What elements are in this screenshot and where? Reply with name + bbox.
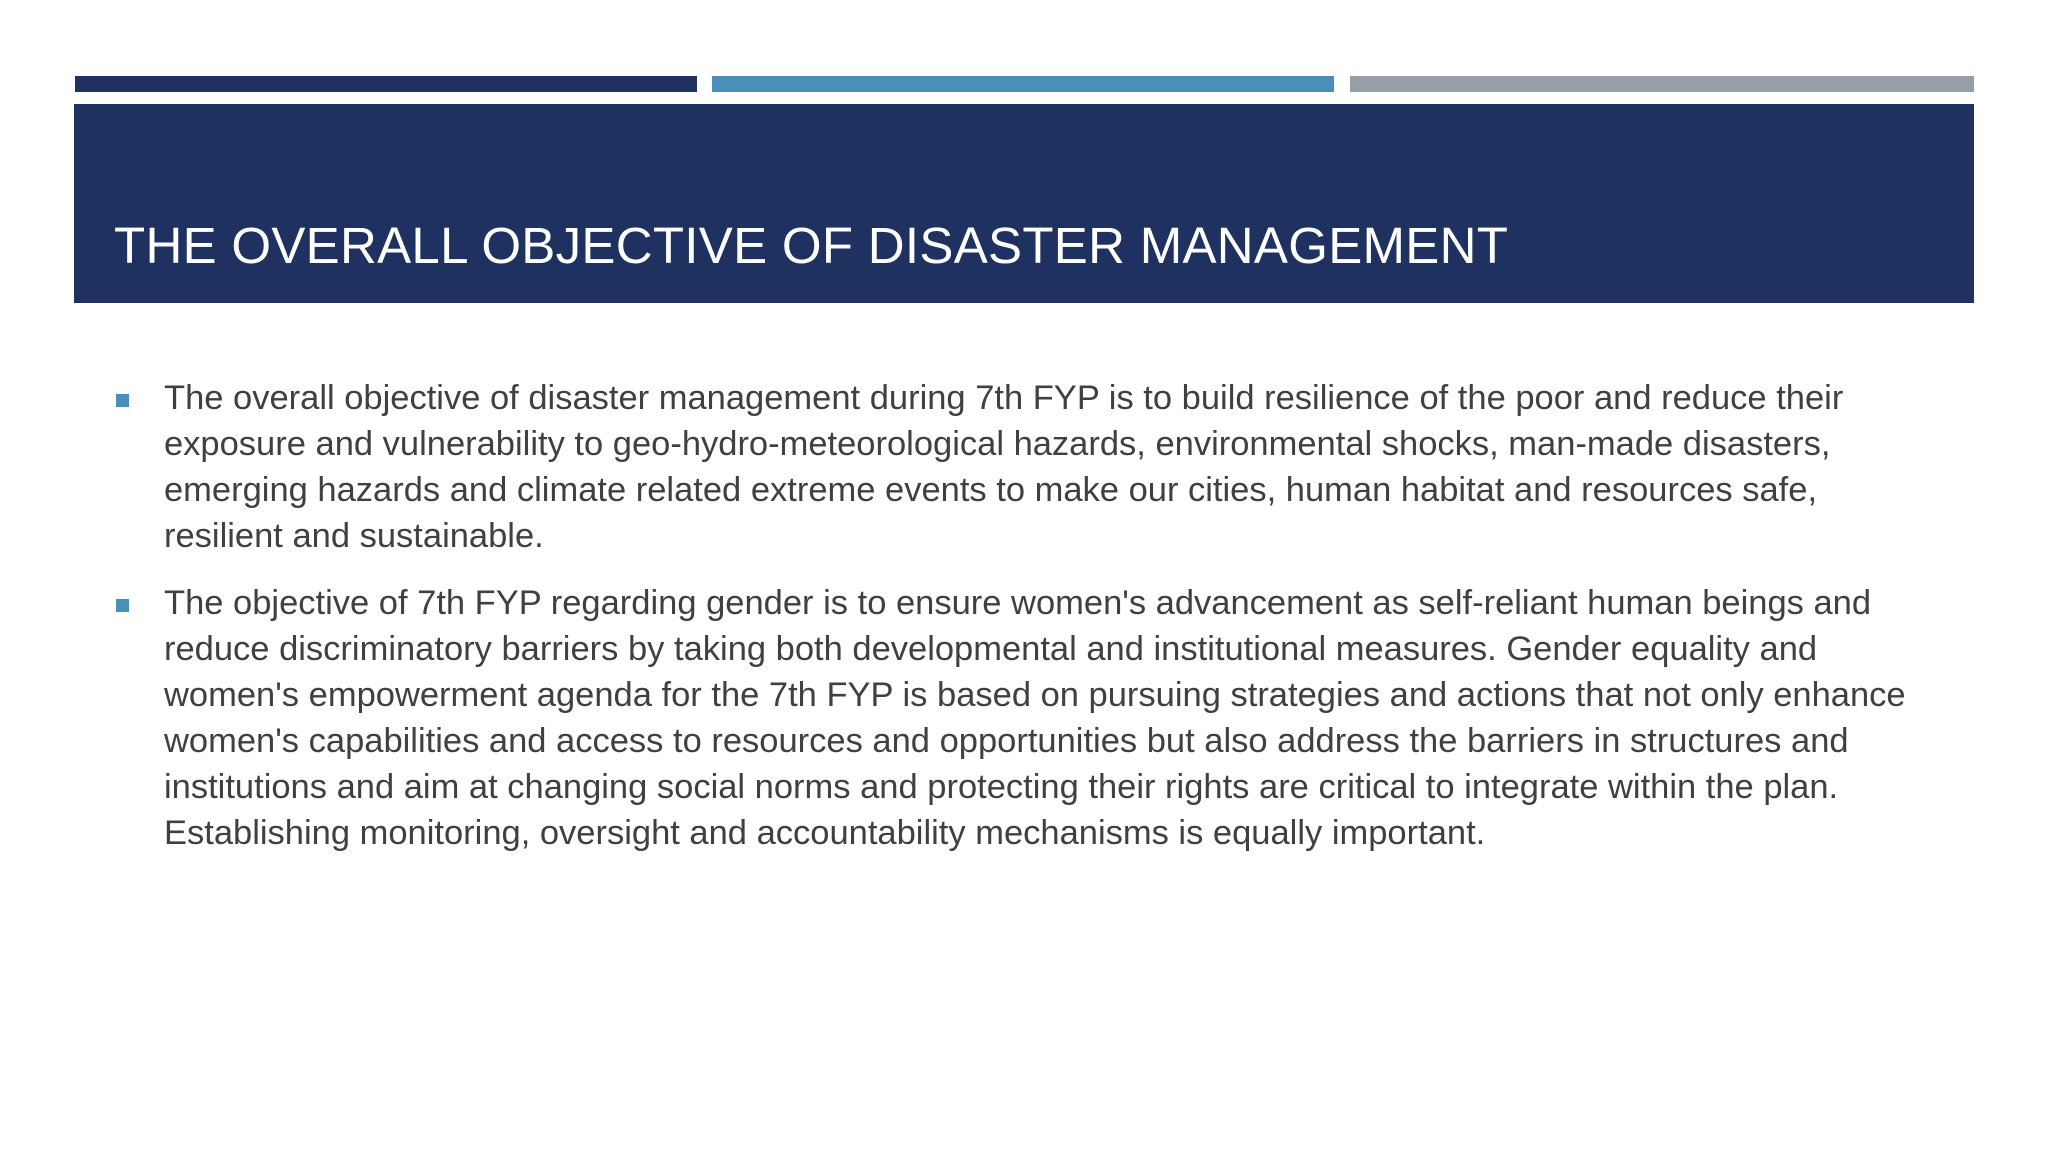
- accent-bar-gray: [1350, 76, 1974, 92]
- accent-bar-dark-blue: [75, 76, 697, 92]
- slide-title: THE OVERALL OBJECTIVE OF DISASTER MANAGEMENT: [114, 217, 1509, 274]
- square-bullet-icon: [116, 599, 129, 612]
- square-bullet-icon: [116, 394, 129, 407]
- bullet-item: [114, 580, 1944, 856]
- bullet-list: [114, 375, 1944, 877]
- accent-bar-light-blue: [712, 76, 1334, 92]
- bullet-text: The objective of 7th FYP regarding gender is to ensure women's advancement as self-reliant human beings and reduce discriminatory barriers by taking both developmental and institutional measures. Gender equality and women's empowerment agenda for the 7th FYP is based on pursuing strategies and actions that not only enhance women's capabilities and access to resources and opportunities but also address the barriers in structures and institutions and aim at changing social norms and protecting their rights are critical to integrate within the plan. Establishing monitoring, oversight and accountability mechanisms is equally important.: [164, 584, 1906, 852]
- title-band: [74, 104, 1974, 303]
- bullet-item: [114, 375, 1944, 559]
- bullet-text: The overall objective of disaster management during 7th FYP is to build resilience of the poor and reduce their exposure and vulnerability to geo-hydro-meteorological hazards, environmental shocks, man-made disasters, emerging hazards and climate related extreme events to make our cities, human habitat and resources safe, resilient and sustainable.: [164, 379, 1844, 555]
